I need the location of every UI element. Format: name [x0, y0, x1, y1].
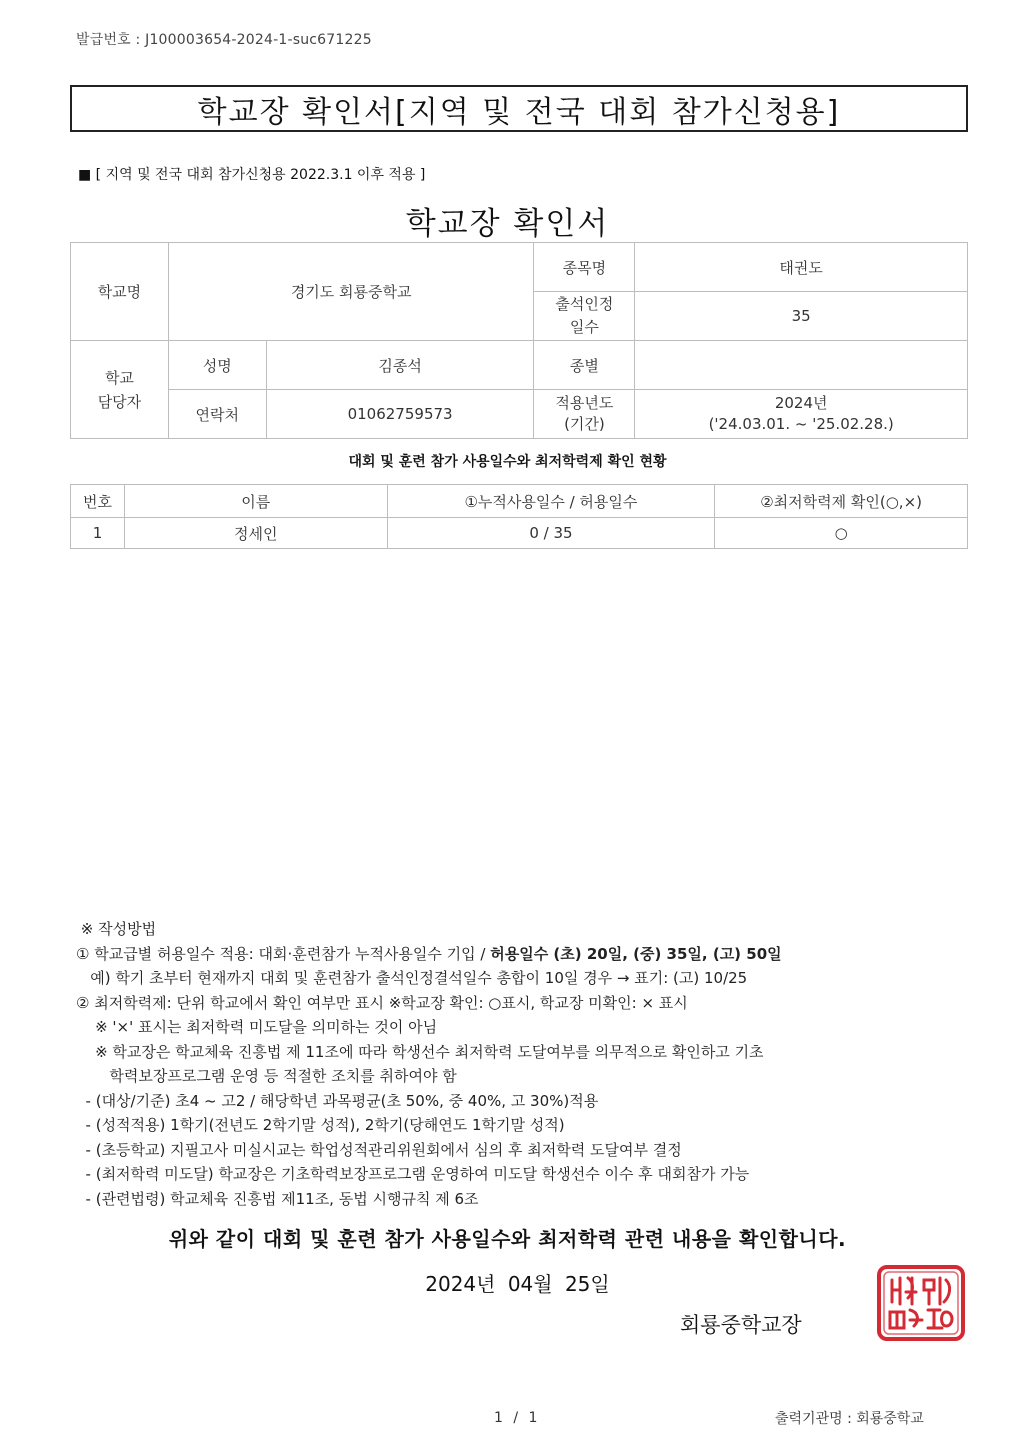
- header-min-academic: ②최저학력제 확인(○,×): [715, 485, 968, 518]
- guide-line: - (초등학교) 지필고사 미실시교는 학업성적관리위원회에서 심의 후 최저학력 도달여부 결정: [76, 1140, 682, 1159]
- guide-line-text: ① 학교급별 허용일수 적용: 대회·훈련참가 누적사용일수 기입 /: [76, 944, 491, 963]
- contact-label: 연락처: [168, 390, 266, 439]
- writing-guide: [76, 917, 782, 1211]
- applicability-note: ■ [ 지역 및 전국 대회 참가신청용 2022.3.1 이후 적용 ]: [78, 167, 426, 183]
- guide-line: - (관련법령) 학교체육 진흥법 제11조, 동법 시행규칙 제 6조: [76, 1189, 479, 1208]
- guide-line: - (성적적용) 1학기(전년도 2학기말 성적), 2학기(당해연도 1학기말 성적): [76, 1116, 565, 1134]
- school-info-table: [70, 242, 968, 439]
- guide-line: - (대상/기준) 초4 ~ 고2 / 해당학년 과목평균(초 50%, 중 40%, 고 30%)적용: [76, 1091, 599, 1110]
- guide-heading: ※ 작성방법: [76, 920, 157, 938]
- contact-value: 01062759573: [266, 390, 534, 439]
- status-section-title: 대회 및 훈련 참가 사용일수와 최저학력제 확인 현황: [348, 454, 667, 470]
- guide-line: ② 최저학력제: 단위 학교에서 확인 여부만 표시 ※학교장 확인: ○표시, 학교장 미확인: × 표시: [76, 993, 688, 1012]
- school-label: 학교명: [71, 243, 169, 341]
- row-min-academic: ○: [715, 518, 968, 549]
- issue-date: 2024년 04월 25일: [425, 1272, 610, 1296]
- gender-label: 종별: [534, 341, 635, 390]
- row-number: 1: [71, 518, 125, 549]
- official-seal-stamp: [876, 1264, 966, 1342]
- year-value: 2024년 ('24.03.01. ~ '25.02.28.): [635, 390, 968, 439]
- issue-number: 발급번호 : J100003654-2024-1-suc671225: [76, 32, 372, 48]
- header-days: ①누적사용일수 / 허용일수: [387, 485, 715, 518]
- attendance-label: 출석인정 일수: [534, 292, 635, 341]
- row-days: 0 / 35: [387, 518, 715, 549]
- event-value: 태권도: [635, 243, 968, 292]
- year-label: 적용년도 (기간): [534, 390, 635, 439]
- page-number: 1 / 1: [494, 1410, 538, 1426]
- status-table: [70, 484, 968, 549]
- guide-line: ※ '×' 표시는 최저학력 미도달을 의미하는 것이 아님: [76, 1018, 438, 1036]
- guide-line: [76, 942, 782, 967]
- row-name: 정세인: [124, 518, 387, 549]
- document-title: 학교장 확인서: [405, 206, 610, 242]
- table-row: [71, 518, 968, 549]
- printing-institution: 출력기관명 : 회룡중학교: [775, 1411, 924, 1427]
- guide-allowed-days: 허용일수 (초) 20일, (중) 35일, (고) 50일: [490, 944, 782, 963]
- guide-line: - (최저학력 미도달) 학교장은 기초학력보장프로그램 운영하여 미도달 학생선수 이수 후 대회참가 가능: [76, 1165, 750, 1183]
- gender-value: [635, 341, 968, 390]
- status-header-row: [71, 485, 968, 518]
- school-value: 경기도 회룡중학교: [168, 243, 534, 341]
- staff-label: 학교 담당자: [71, 341, 169, 439]
- event-label: 종목명: [534, 243, 635, 292]
- guide-line: ※ 학교장은 학교체육 진흥법 제 11조에 따라 학생선수 최저학력 도달여부를 의무적으로 확인하고 기초: [76, 1042, 764, 1061]
- name-value: 김종석: [266, 341, 534, 390]
- guide-line: 학력보장프로그램 운영 등 적절한 조치를 취하여야 함: [76, 1067, 457, 1085]
- name-label: 성명: [168, 341, 266, 390]
- banner-title: 학교장 확인서[지역 및 전국 대회 참가신청용]: [197, 94, 841, 130]
- attendance-value: 35: [635, 292, 968, 341]
- confirmation-statement: 위와 같이 대회 및 훈련 참가 사용일수와 최저학력 관련 내용을 확인합니다.: [168, 1227, 847, 1251]
- header-name: 이름: [124, 485, 387, 518]
- guide-line: 예) 학기 초부터 현재까지 대회 및 훈련참가 출석인정결석일수 총합이 10일 경우 → 표기: (고) 10/25: [76, 969, 748, 987]
- banner-title-box: [70, 85, 968, 132]
- header-number: 번호: [71, 485, 125, 518]
- principal-signature: 회룡중학교장: [680, 1313, 802, 1337]
